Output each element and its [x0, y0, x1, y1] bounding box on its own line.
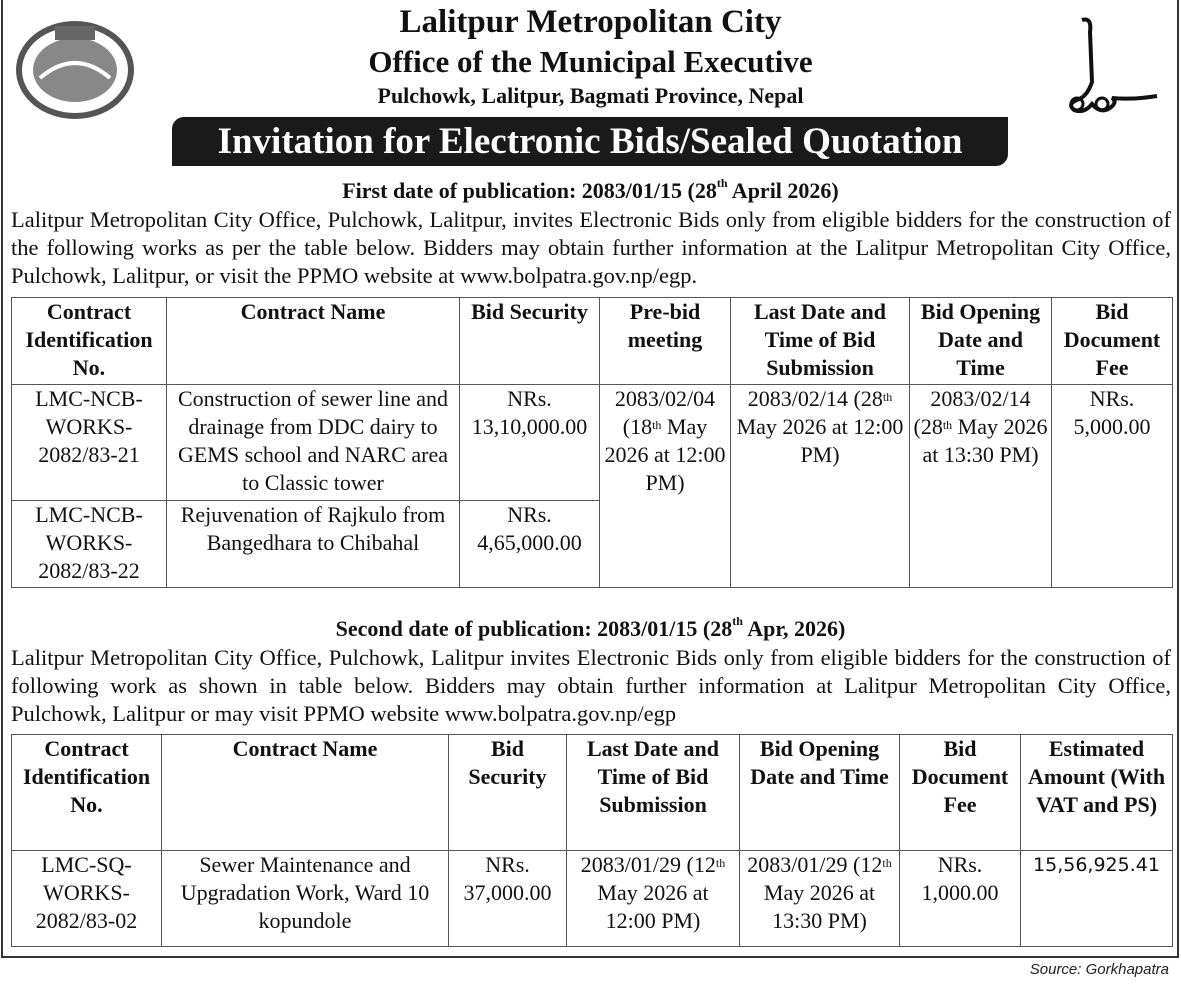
contract-id: LMC-SQ-WORKS-2082/83-02 — [12, 851, 162, 947]
bid-security: NRs. 37,000.00 — [449, 851, 567, 947]
bid-opening-date: 2083/02/14 (28th May 2026 at 13:30 PM) — [910, 385, 1052, 588]
column-header: Bid Opening Date and Time — [910, 298, 1052, 385]
second-notice-paragraph: Lalitpur Metropolitan City Office, Pulchowk, Lalitpur invites Electronic Bids only from eligible bidders for the construction of following work as shown in table below. Bidders may obtain further information at Lalitpur Metropolitan City Office, Pulchowk, Lalitpur or may visit PPMO website www.bolpatra.gov.np/egp — [11, 645, 1171, 726]
contract-name: Sewer Maintenance and Upgradation Work, Ward 10 kopundole — [162, 851, 449, 947]
office-address: Pulchowk, Lalitpur, Bagmati Province, Nepal — [377, 83, 804, 108]
office-name: Office of the Municipal Executive — [368, 44, 813, 79]
column-header: Last Date and Time of Bid Submission — [567, 735, 740, 851]
bid-security: NRs. 4,65,000.00 — [460, 501, 600, 588]
bid-opening-date: 2083/01/29 (12th May 2026 at 13:30 PM) — [740, 851, 900, 947]
contract-name: Construction of sewer line and drainage from DDC dairy to GEMS school and NARC area to Classic tower — [167, 385, 460, 501]
column-header: Bid Document Fee — [1052, 298, 1173, 385]
last-submission-date: 2083/01/29 (12th May 2026 at 12:00 PM) — [567, 851, 740, 947]
column-header: Estimated Amount (With VAT and PS) — [1021, 735, 1173, 851]
organization-name: Lalitpur Metropolitan City — [399, 4, 782, 40]
column-header: Pre-bid meeting — [600, 298, 731, 385]
table-row — [12, 851, 1173, 947]
bid-document-fee: NRs. 1,000.00 — [900, 851, 1021, 947]
column-header: Bid Security — [449, 735, 567, 851]
first-notice-paragraph: Lalitpur Metropolitan City Office, Pulchowk, Lalitpur, invites Electronic Bids only from eligible bidders for the construction of the following works as per the table below. Bidders may obtain further information at the Lalitpur Metropolitan City Office, Pulchowk, Lalitpur, or visit the PPMO website at www.bolpatra.gov.np/egp. — [11, 207, 1171, 288]
second-publication-date: Second date of publication: 2083/01/15 (28th Apr, 2026) — [335, 614, 846, 641]
estimated-amount: 15,56,925.41 — [1021, 851, 1173, 947]
column-header: Contract Identification No. — [12, 298, 167, 385]
column-header: Last Date and Time of Bid Submission — [731, 298, 910, 385]
contract-name: Rejuvenation of Rajkulo from Bangedhara to Chibahal — [167, 501, 460, 588]
prebid-meeting: 2083/02/04 (18th May 2026 at 12:00 PM) — [600, 385, 731, 588]
contract-id: LMC-NCB-WORKS-2082/83-21 — [12, 385, 167, 501]
column-header: Contract Name — [167, 298, 460, 385]
first-bid-table — [11, 297, 1173, 588]
last-submission-date: 2083/02/14 (28th May 2026 at 12:00 PM) — [731, 385, 910, 588]
notice-title: Invitation for Electronic Bids/Sealed Quotation — [172, 117, 1008, 166]
table-header-row — [12, 735, 1173, 851]
column-header: Bid Document Fee — [900, 735, 1021, 851]
source-credit: Source: Gorkhapatra — [1029, 961, 1169, 978]
contract-id: LMC-NCB-WORKS-2082/83-22 — [12, 501, 167, 588]
column-header: Contract Identification No. — [12, 735, 162, 851]
column-header: Bid Security — [460, 298, 600, 385]
table-header-row — [12, 298, 1173, 385]
column-header: Contract Name — [162, 735, 449, 851]
bid-document-fee: NRs. 5,000.00 — [1052, 385, 1173, 588]
second-bid-table — [11, 734, 1173, 947]
column-header: Bid Opening Date and Time — [740, 735, 900, 851]
first-publication-date: First date of publication: 2083/01/15 (28th April 2026) — [342, 176, 839, 203]
table-row — [12, 385, 1173, 501]
bid-security: NRs. 13,10,000.00 — [460, 385, 600, 501]
